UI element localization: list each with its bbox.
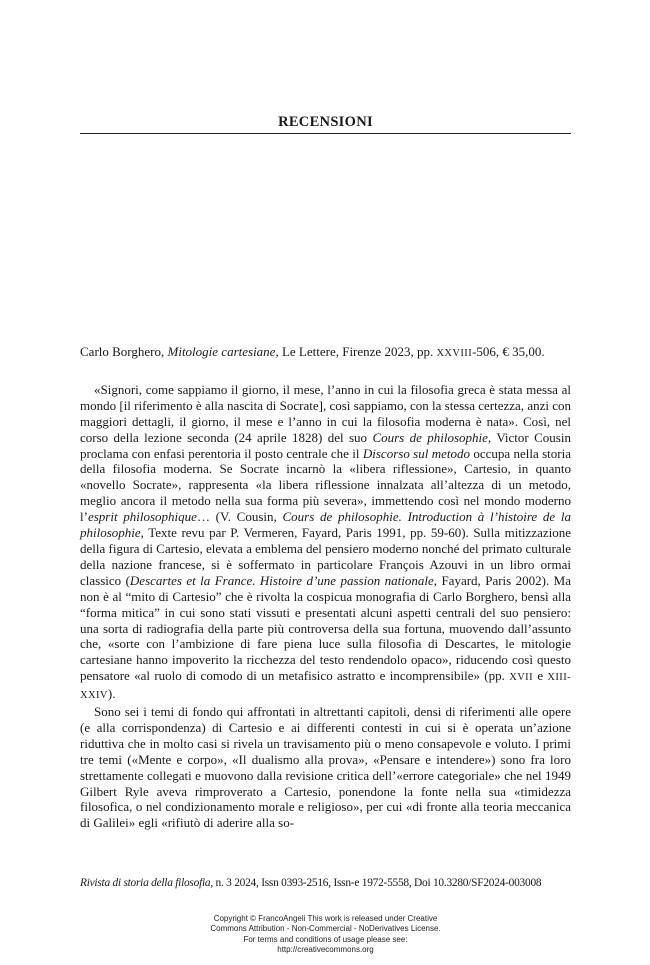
para1-text-2: , Victor Cousin proclama con enfasi perentoria il posto centrale che il xyxy=(80,429,571,461)
citation-details: , n. 3 2024, Issn 0393-2516, Issn-e 1972-5558, Doi 10.3280/SF2024-003008 xyxy=(210,877,542,889)
para1-italic-2: Discorso sul metodo xyxy=(362,445,470,461)
para1-italic-4: Cours de philosophie. Introduction à l’histoire de la philosophie xyxy=(80,509,571,541)
para1-italic-1: Cours de philosophie xyxy=(372,429,488,445)
paragraph-1 xyxy=(80,382,571,704)
para1-text-8: ). xyxy=(107,686,116,702)
journal-name: Rivista di storia della filosofia xyxy=(80,877,211,889)
license-line-1: Copyright © FrancoAngeli This work is released under Creative xyxy=(213,914,438,923)
license-line-2: Commons Attribution - Non-Commercial - NoDerivatives License. xyxy=(210,924,441,934)
para1-roman-2: XIII-XXIV xyxy=(80,672,571,702)
review-body xyxy=(80,344,571,831)
section-header xyxy=(80,113,571,131)
para1-italic-3: esprit philosophique xyxy=(87,509,197,525)
license-line-3: For terms and conditions of usage please see: xyxy=(243,934,408,944)
para1-roman-1: XVII xyxy=(509,672,533,684)
ref-pages-roman: XXVIII xyxy=(436,348,473,359)
journal-citation xyxy=(80,877,571,889)
ref-publisher: , Le Lettere, Firenze 2023, pp. xyxy=(275,344,437,359)
license-notice xyxy=(80,914,571,955)
header-rule xyxy=(80,133,571,134)
para1-italic-5: Descartes et la France. Histoire d’une passion nationale xyxy=(129,572,434,588)
para1-text-4: … (V. Cousin, xyxy=(196,509,283,525)
book-reference xyxy=(80,344,571,362)
para1-text-7: e xyxy=(532,668,548,684)
ref-pages-rest: -506, € 35,00. xyxy=(472,344,545,359)
license-link[interactable]: http://creativecommons.org xyxy=(277,944,374,954)
para1-text-1: «Signori, come sappiamo il giorno, il mese, l’anno in cui la filosofia greca è stata messa al mondo [il riferimento è alla nascita di Socrate], così sappiamo, con la stessa certezza, anzi con maggiori dettagli, il giorno, il mese e l’anno in cui la filosofia moderna è nata». Così, nel corso della lezione seconda (24 aprile 1828) del suo xyxy=(80,381,571,445)
para1-text-3: occupa nella storia della filosofia moderna. Se Socrate incarnò la «libera riflessione», Cartesio, in quanto «novello Socrate», rappresenta «la libera riflessione innalzata all’altezza di un metodo, meglio ancora il metodo nella sua forma più severa», immettendo così nel mondo moderno l’ xyxy=(80,445,572,525)
ref-book-title: Mitologie cartesiane xyxy=(167,344,276,359)
para1-text-5: , Texte revu par P. Vermeren, Fayard, Paris 1991, pp. 59-60). Sulla mitizzazione della figura di Cartesio, elevata a emblema del pensiero moderno nonché del primato culturale della nazione francese, si è soffermato in particolare François Azouvi in un libro ormai classico ( xyxy=(80,525,571,588)
section-title: RECENSIONI xyxy=(278,114,373,130)
ref-author: Carlo Borghero, xyxy=(80,344,168,359)
para1-text-6: , Fayard, Paris 2002). Ma non è al “mito di Cartesio” che è rivolta la cospicua monografia di Carlo Borghero, bensì alla “forma mitica” in cui sono stati vissuti e presentati alcuni aspetti centrali del suo pensiero: una sorta di radiografia della parte più controversa della sua fortuna, muovendo dall’assunto che, «sorte con l’ambizione di fare piena luce sulla filosofia di Descartes, le mitologie cartesiane hanno impoverito la ricchezza del testo rendendolo opaco», riducendo così questo pensatore «al ruolo di comodo di un metafisico astratto e incomprensibile» (pp. xyxy=(80,572,571,684)
paragraph-2: Sono sei i temi di fondo qui affrontati in altrettanti capitoli, densi di riferimenti alle opere (e alla corrispondenza) di Cartesio e ai differenti contesti in cui si è operata un’azione riduttiva che in molto casi si rivela un travisamento più o meno consapevole e voluto. I primi tre temi («Mente e corpo», «Il dualismo alla prova», «Pensare e intendere») sono fra loro strettamente collegati e muovono dalla revisione critica dell’«errore categoriale» che nel 1949 Gilbert Ryle aveva rimproverato a Cartesio, ponendone la fonte nella sua «timidezza filosofica, o nel condizionamento morale e religioso», per cui «di fronte alla teoria meccanica di Galilei» egli «rifiutò di aderire alla so- xyxy=(80,704,571,831)
